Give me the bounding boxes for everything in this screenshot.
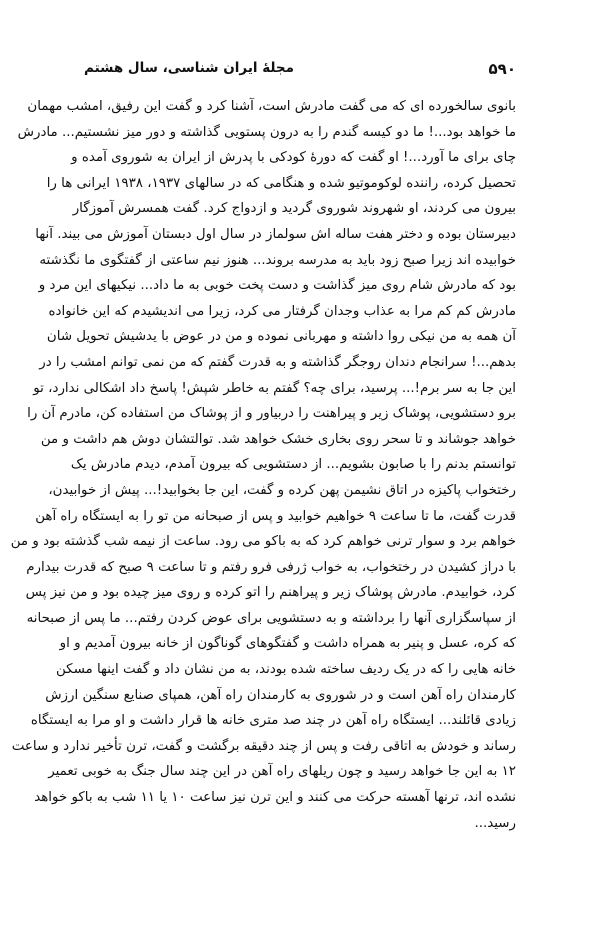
text-line: دبیرستان بوده و دختر هفت ساله اش سولماز در سال اول دبستان آموزش می بیند. آنها	[35, 226, 516, 242]
text-line: نشده اند، ترنها آهسته حرکت می کنند و این ترن نیز ساعت ۱۰ یا ۱۱ شب به باکو خواهد	[34, 790, 516, 806]
text-line: رسید...	[474, 815, 516, 831]
text-line: رختخواب پاکیزه در اتاق نشیمن پهن کرده و گفت، این جا بخوابید!... پیش از خوابیدن،	[48, 482, 516, 498]
page-number: ۵۹۰	[488, 60, 516, 78]
text-line: بدهم...! سرانجام دندان روجگر گذاشته و به قدرت گفتم که من نمی توانم امشب را در	[39, 354, 516, 370]
text-line: کارمندان راه آهن است و در شوروی به کارمندان راه آهن، همپای صنایع سنگین ارزش	[45, 687, 516, 703]
text-line: توانستم بدنم را با صابون بشویم... از دستشویی که بیرون آمدم، دیدم مادرش یک	[70, 457, 516, 473]
text-line: خانه هایی را که در یک ردیف ساخته شده بودند، به من نشان داد و گفت اینها مسکن	[55, 662, 516, 678]
text-line: با دراز کشیدن در رختخواب، به خواب ژرفی فرو رفتم و تا ساعت ۹ صبح که قدرت بیدارم	[26, 559, 516, 575]
text-line: ما خواهد بود...! ما دو کیسه گندم را به درون پستویی گذاشته و دور میز نشستیم... مادرش	[17, 124, 516, 140]
text-line: زیادی قائلند... ایستگاه راه آهن در چند صد متری خانه ها قرار داشت و او مرا به ایستگاه	[30, 713, 516, 729]
text-line: چای برای ما آورد...! او گفت که دورهٔ کودکی با پدرش از ایران به شوروی آمده و	[71, 150, 516, 166]
text-line: خوابیده اند زیرا صبح زود باید به مدرسه بروند... هنوز نیم ساعتی از گفتگوی ما نگذشته	[39, 252, 516, 268]
text-line: بانوی سالخورده ای که می گفت مادرش است، آشنا کرد و گفت این رفیق، امشب مهمان	[27, 99, 516, 114]
text-line: برو دستشویی، پوشاک زیر و پیراهنت را دربیاور و از پوشاک من استفاده کن، مادرم آن را	[27, 406, 516, 422]
text-line: مادرش کم کم مرا به عذاب وجدان گرفتار می کرد، زیرا می اندیشیدم که این خانواده	[48, 303, 516, 319]
text-line: بود که مادرش شام روی میز گذاشت و دست پخت خوبی به ما داد... نیکیهای این مرد و	[38, 278, 516, 294]
running-title: مجلهٔ ایران شناسی، سال هشتم	[84, 60, 295, 76]
text-line: از سپاسگزاری آنها را برداشته و به دستشویی برای عوض کردن رفتم... ما پس از صبحانه	[26, 610, 516, 626]
text-line: بیرون می کردند، او شهروند شوروی گردید و ازدواج کرد. گفت همسرش آموزگار	[72, 201, 516, 217]
body-text	[10, 94, 516, 836]
text-line: رساند و خودش به اتاقی رفت و پس از چند دقیقه برگشت و گفت، ترن تأخیر ندارد و ساعت	[11, 738, 516, 754]
text-line: کرد، خوابیدم. مادرش پوشاک زیر و پیراهنم را اتو کرده و روی میز چیده بود و من نیز پس	[25, 585, 516, 601]
page-header	[84, 60, 516, 86]
text-line: خواهد جوشاند و تا سحر روی بخاری خشک خواهد شد. توالتشان دوش هم داشت و من	[40, 431, 516, 447]
text-line: که کره، عسل و پنیر به همراه داشت و گفتگوهای گوناگون از خانه بیرون آمدیم و او	[59, 636, 516, 652]
text-line: تحصیل کرده، راننده لوکوموتیو شده و هنگامی که در سالهای ۱۹۳۷، ۱۹۳۸ ایرانی ها را	[46, 175, 516, 191]
text-line: قدرت گفت، ما تا ساعت ۹ خواهیم خوابید و پس از صبحانه من تو را به ایستگاه راه آهن	[35, 508, 516, 524]
text-line: این جا به سر برم!... پرسید، برای چه؟ گفتم به خاطر شپش! پاسخ داد اشکالی ندارد، تو	[33, 380, 516, 396]
text-line: آن همه به من نیکی روا داشته و مهربانی نموده و من در عوض با یدشیش تحویل شان	[46, 329, 516, 345]
text-line: خواهم برد و سوار ترنی خواهم کرد که به باکو می رود. ساعت از نیمه شب گذشته بود و من	[10, 534, 516, 550]
text-line: ۱۲ به این جا خواهد رسید و چون ریلهای راه آهن در این چند سال جنگ به خوبی تعمیر	[48, 764, 516, 780]
